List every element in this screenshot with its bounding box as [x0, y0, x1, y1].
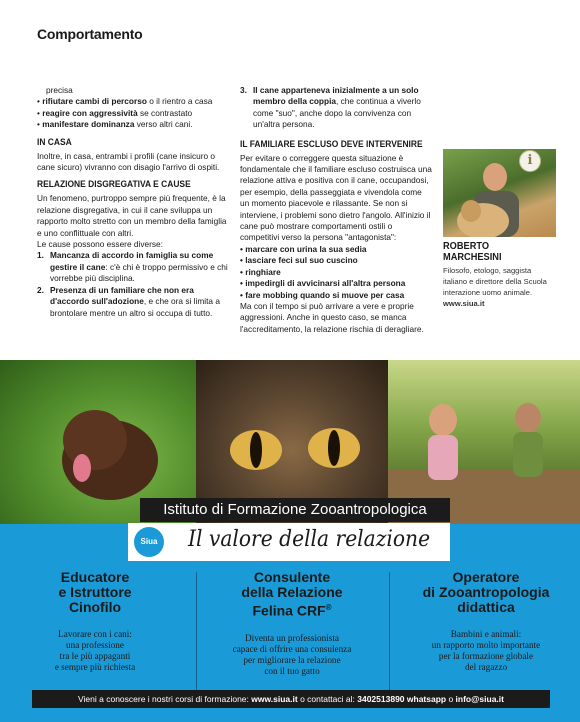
slogan-banner: [128, 523, 450, 561]
institute-title: Istituto di Formazione Zooantropologica: [140, 498, 450, 522]
heading-in-casa: IN CASA: [37, 136, 72, 148]
heading-relazione: RELAZIONE DISGREGATIVA E CAUSE: [37, 179, 191, 191]
paragraph: Per evitare o correggere questa situazione è fondamentale che il familiare escluso costruisca una relazione attiva e positiva con il cane, occupandosi, per esempio, della passeggiata e vivendola come un momento piacevole e rilassante. Se non si interviene, i problemi sono dietro l'angolo. All'inizio il cane può mostrare comportamenti ostili o competitivi verso la persona "antagonista":: [240, 152, 432, 243]
article-column-1: [37, 85, 230, 319]
numbered-item: 3. Il cane apparteneva inizialmente a un solo membro della coppia, che continua a viverlo come "suo", anche dopo la convivenza con un'altra persona.: [240, 85, 421, 130]
list-item: • reagire con aggressività se contrastato: [37, 107, 193, 118]
contact-bar: Vieni a conoscere i nostri corsi di formazione: www.siua.it o contattaci al: 3402513890 whatsapp o info@siua.it: [32, 690, 550, 708]
section-title: Comportamento: [37, 26, 143, 42]
lead-text: precisa: [46, 85, 73, 95]
list-item: • rifiutare cambi di percorso o il rientro a casa: [37, 96, 213, 107]
numbered-item: 1. Mancanza di accordo in famiglia su come gestire il cane: c'è chi è troppo permissivo e chi vorrebbe più disciplina.: [37, 250, 228, 284]
author-name: ROBERTO MARCHESINI: [443, 240, 502, 263]
list-item: • manifestare dominanza verso altri cani.: [37, 119, 193, 130]
contact-phone[interactable]: 3402513890: [357, 694, 405, 704]
divider: [389, 572, 390, 690]
article-column-2: [240, 85, 432, 335]
author-site[interactable]: www.siua.it: [443, 299, 485, 308]
list-item: • impedirgli di avvicinarsi all'altra persona: [240, 278, 406, 289]
author-bio: Filosofo, etologo, saggista italiano e direttore della Scuola interazione uomo animale. www.siua.it: [443, 266, 547, 308]
course-consulente: Consulente della Relazione Felina CRF® Diventa un professionista capace di offrire una consulenza per migliorare la relazione con il tuo gatto: [232, 569, 352, 676]
list-item: • marcare con urina la sua sedia: [240, 243, 367, 254]
numbered-item: 2. Presenza di un familiare che non era d'accordo sull'adozione, e che ora si limita a brontolare mentre un altro si occupa di tutto.: [37, 284, 220, 318]
heading-familiare: IL FAMILIARE ESCLUSO DEVE INTERVENIRE: [240, 138, 423, 150]
paragraph: Le cause possono essere diverse:: [37, 239, 163, 250]
paragraph: Ma con il tempo si può arrivare a vere e proprie aggressioni. Anche in questo caso, se manca l'accreditamento, la relazione rischia di deragliare.: [240, 300, 424, 334]
contact-email-link[interactable]: info@siua.it: [455, 694, 504, 704]
slogan: Il valore della relazione: [188, 527, 431, 552]
course-operatore: Operatore di Zooantropologia didattica Bambini e animali: un rapporto molto importante per la formazione globale del ragazzo: [422, 569, 550, 672]
paragraph: Un fenomeno, purtroppo sempre più frequente, è la relazione disgregativa, in cui il cane sviluppa un rapporto molto stretto con un membro della famiglia e uno conflittuale con altri.: [37, 193, 227, 238]
siua-advertisement: [0, 360, 580, 722]
paragraph: Inoltre, in casa, entrambi i profili (cane insicuro o cane sicuro) vivranno con disagio l'arrivo di ospiti.: [37, 150, 220, 173]
list-item: • fare mobbing quando si muove per casa: [240, 289, 405, 300]
info-icon: i: [519, 150, 541, 172]
siua-logo: Siua: [134, 527, 164, 557]
list-item: • ringhiare: [240, 266, 281, 277]
list-item: • lasciare feci sul suo cuscino: [240, 255, 358, 266]
course-educatore: Educatore e Istruttore Cinofilo Lavorare con i cani: una professione tra le più appaganti e sempre più richiesta: [54, 569, 136, 672]
contact-website-link[interactable]: www.siua.it: [251, 694, 298, 704]
divider: [196, 572, 197, 690]
